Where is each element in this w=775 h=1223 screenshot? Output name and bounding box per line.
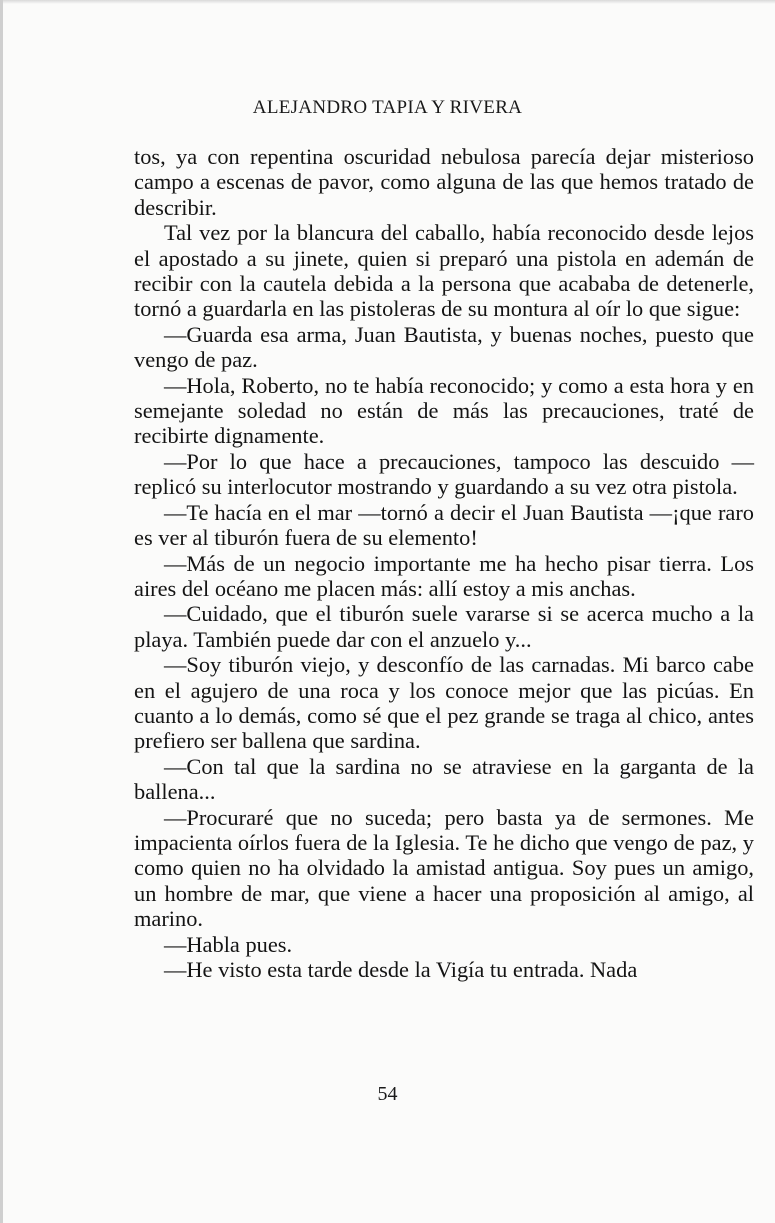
- paragraph: —Por lo que hace a precauciones, tampoco las descuido —replicó su interlocutor mostrando y guardando a su vez otra pistola.: [134, 448, 754, 500]
- paragraph: —Con tal que la sardina no se atraviese en la garganta de la ballena...: [134, 753, 754, 805]
- paragraph: tos, ya con repentina oscuridad nebulosa parecía dejar misterioso campo a escenas de pavor, como alguna de las que hemos tratado de describir.: [134, 144, 754, 220]
- paragraph: —Hola, Roberto, no te había reconocido; y como a esta hora y en semejante soledad no están de más las precauciones, traté de recibirte dignamente.: [134, 372, 754, 449]
- paragraph: —Te hacía en el mar —tornó a decir el Juan Bautista —¡que raro es ver al tiburón fuera de su elemento!: [134, 499, 754, 551]
- paragraph: —Más de un negocio importante me ha hecho pisar tierra. Los aires del océano me placen más: allí estoy a mis anchas.: [134, 550, 754, 601]
- paragraph: —Guarda esa arma, Juan Bautista, y buenas noches, puesto que vengo de paz.: [134, 321, 754, 373]
- paragraph: —He visto esta tarde desde la Vigía tu entrada. Nada: [164, 957, 638, 982]
- running-header: ALEJANDRO TAPIA Y RIVERA: [252, 97, 523, 118]
- page-scan-edge-top: [0, 0, 775, 4]
- body-text: [134, 144, 754, 982]
- page-number: 54: [377, 1083, 398, 1105]
- paragraph: —Procuraré que no suceda; pero basta ya de sermones. Me impacienta oírlos fuera de la Iglesia. Te he dicho que vengo de paz, y como quien no ha olvidado la amistad antigua. Soy pues un amigo, un hombre de mar, que viene a hacer una proposición al amigo, al marino.: [134, 804, 754, 932]
- paragraph: —Soy tiburón viejo, y desconfío de las carnadas. Mi barco cabe en el agujero de una roca y los conoce mejor que las picúas. En cuanto a lo demás, como sé que el pez grande se traga al chico, antes prefiero ser ballena que sardina.: [134, 652, 754, 754]
- paragraph: —Habla pues.: [164, 931, 293, 957]
- page-scan-edge-left: [0, 0, 3, 1223]
- paragraph: Tal vez por la blancura del caballo, había reconocido desde lejos el apostado a su jinete, quien si preparó una pistola en ademán de recibir con la cautela debida a la persona que acababa de detenerle, tornó a guardarla en las pistoleras de su montura al oír lo que sigue:: [134, 220, 754, 322]
- paragraph: —Cuidado, que el tiburón suele vararse si se acerca mucho a la playa. También puede dar con el anzuelo y...: [134, 601, 754, 652]
